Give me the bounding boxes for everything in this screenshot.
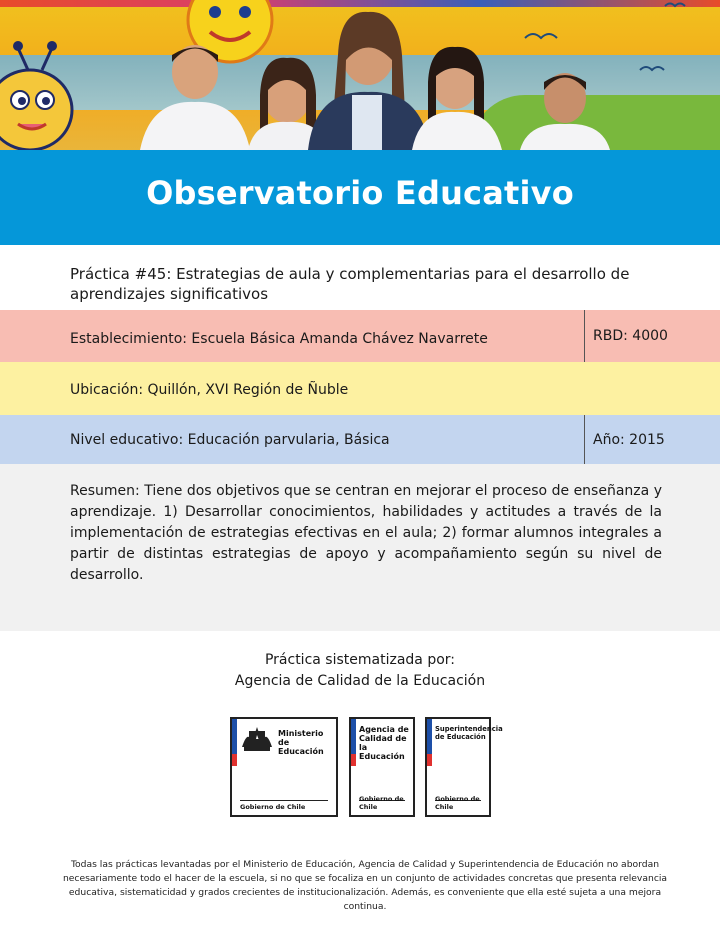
logo-superintendencia-line2: de Educación	[435, 733, 486, 741]
anio-cell	[584, 415, 720, 464]
sistematizada-heading: Práctica sistematizada por:	[264, 652, 456, 668]
page-title: Observatorio Educativo	[146, 174, 574, 212]
sistematizada-agency: Agencia de Calidad de la Educación	[234, 673, 486, 689]
logo-red-bar	[351, 754, 356, 766]
logo-agencia-calidad	[349, 717, 415, 817]
logo-ministerio-educacion	[230, 717, 338, 817]
logo-ministerio-text	[278, 729, 336, 756]
nivel-label: Nivel educativo:	[70, 432, 184, 448]
logo-ministerio-footer: Gobierno de Chile	[240, 803, 306, 811]
establecimiento-label: Establecimiento:	[70, 331, 187, 347]
hero-photo	[0, 0, 720, 150]
rbd-value: 4000	[627, 328, 668, 344]
logo-agencia-footer: Gobierno de Chile	[359, 795, 404, 811]
nivel-row	[0, 415, 720, 464]
resumen-box	[0, 464, 720, 631]
practica-text: : Estrategias de aula y complementarias para el desarrollo de aprendizajes significativos	[70, 265, 630, 303]
rbd-cell	[584, 310, 720, 362]
logo-superintendencia-text	[435, 725, 503, 741]
logo-agencia-line1: Agencia de	[359, 725, 409, 734]
logo-ministerio-line2: Educación	[278, 747, 324, 756]
coat-of-arms-icon	[240, 725, 274, 753]
practica-heading	[70, 264, 670, 304]
logo-blue-bar	[232, 719, 237, 754]
rbd-field	[593, 328, 668, 344]
nivel-value: Educación parvularia, Básica	[183, 432, 390, 448]
logo-ministerio-line1: Ministerio de	[278, 729, 324, 747]
anio-label: Año	[593, 432, 621, 448]
logo-divider	[240, 800, 328, 801]
ubicacion-field	[70, 382, 348, 398]
logo-superintendencia-footer: Gobierno de Chile	[435, 795, 480, 811]
logo-red-bar	[232, 754, 237, 766]
hero-illustration	[0, 0, 720, 150]
nivel-field	[70, 432, 390, 448]
resumen-paragraph	[70, 481, 662, 586]
establecimiento-row	[0, 310, 720, 362]
disclaimer-text: Todas las prácticas levantadas por el Ministerio de Educación, Agencia de Calidad y Superintendencia de Educación no abordan necesariamente todo el hacer de la escuela, si no que se focaliza en un conjunto de actividades concretas que presenta relevancia educativa, sistematicidad y grados crecientes de institucionalización. Además, es conveniente que ella esté sujeta a una mejora continua.	[62, 859, 668, 912]
anio-field	[593, 432, 665, 448]
establecimiento-value: Escuela Básica Amanda Chávez Navarrete	[186, 331, 488, 347]
logo-agencia-line2: Calidad de la	[359, 734, 407, 752]
logo-superintendencia-line1: Superintendencia	[435, 725, 503, 733]
establecimiento-field	[70, 331, 488, 347]
logo-agencia-line3: Educación	[359, 752, 405, 761]
sistematizada-block	[0, 650, 720, 692]
rbd-label: RBD:	[593, 328, 628, 344]
logo-agencia-text	[359, 725, 413, 761]
logo-blue-bar	[427, 719, 432, 754]
resumen-label: Resumen:	[70, 483, 140, 499]
ubicacion-value: Quillón, XVI Región de Ñuble	[143, 382, 349, 398]
logo-blue-bar	[351, 719, 356, 754]
logo-red-bar	[427, 754, 432, 766]
title-bar	[0, 150, 720, 245]
ubicacion-label: Ubicación:	[70, 382, 144, 398]
logo-superintendencia	[425, 717, 503, 817]
anio-value: : 2015	[620, 432, 665, 448]
ubicacion-row	[0, 362, 720, 415]
resumen-text: Tiene dos objetivos que se centran en mejorar el proceso de enseñanza y aprendizaje. 1) Desarrollar conocimientos, habilidades y actitudes a través de la implementación de estrategias efectivas en el aula; 2) formar alumnos integrales a partir de distintas estrategias de apoyo y acompañamiento según su nivel de desarrollo.	[70, 483, 662, 583]
practica-label: Práctica #45	[70, 265, 167, 283]
